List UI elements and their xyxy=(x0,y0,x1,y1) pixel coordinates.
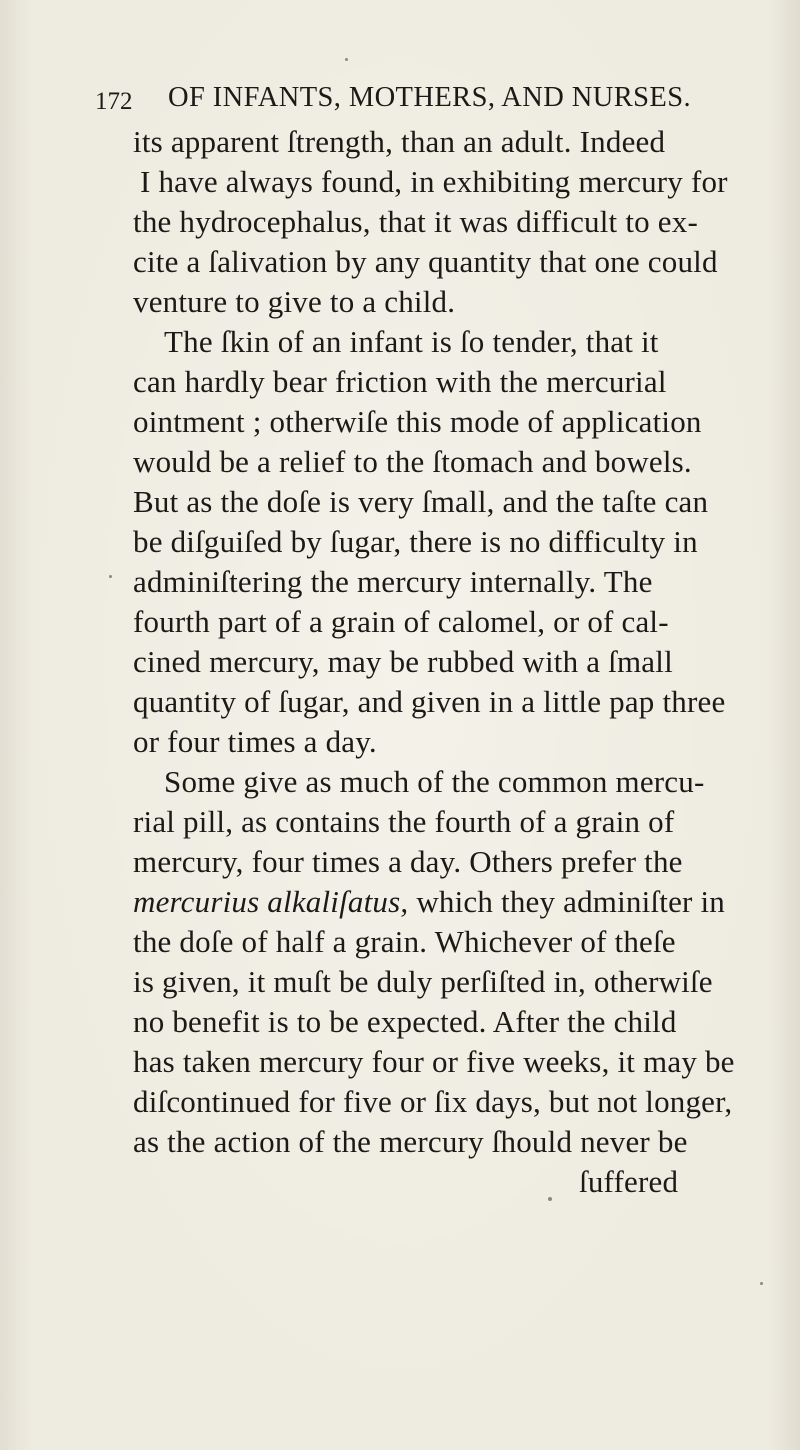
text-line: ointment ; otherwiſe this mode of application xyxy=(133,404,702,439)
paper-speck xyxy=(548,1197,552,1201)
text-line: quantity of ſugar, and given in a little pap three xyxy=(133,684,726,719)
paper-speck xyxy=(760,1282,763,1285)
text-line xyxy=(133,882,725,922)
text-line: is given, it muſt be duly perſiſted in, otherwiſe xyxy=(133,964,713,999)
text-line: the doſe of half a grain. Whichever of theſe xyxy=(133,924,676,959)
text-line: I have always found, in exhibiting mercury for xyxy=(140,164,728,199)
page-number: 172 xyxy=(95,88,133,115)
text-line: But as the doſe is very ſmall, and the taſte can xyxy=(133,484,709,519)
text-line: fourth part of a grain of calomel, or of cal- xyxy=(133,604,669,639)
text-line: has taken mercury four or five weeks, it may be xyxy=(133,1044,735,1079)
text-line: Some give as much of the common mercu- xyxy=(164,764,705,799)
text-line: no benefit is to be expected. After the child xyxy=(133,1004,677,1039)
text-line: cite a ſalivation by any quantity that one could xyxy=(133,244,718,279)
text-line: cined mercury, may be rubbed with a ſmall xyxy=(133,644,673,679)
running-head xyxy=(95,82,735,118)
catchword: ſuffered xyxy=(579,1164,679,1199)
text-line: its apparent ſtrength, than an adult. Indeed xyxy=(133,124,666,159)
text-line: the hydrocephalus, that it was difficult to ex- xyxy=(133,204,698,239)
text-line: can hardly bear friction with the mercurial xyxy=(133,364,667,399)
text-line: be diſguiſed by ſugar, there is no difficulty in xyxy=(133,524,698,559)
running-title: OF INFANTS, MOTHERS, AND NURSES. xyxy=(168,82,691,113)
text-line: adminiſtering the mercury internally. The xyxy=(133,564,653,599)
text-line: venture to give to a child. xyxy=(133,284,456,319)
text-line: diſcontinued for five or ſix days, but not longer, xyxy=(133,1084,733,1119)
text-line: would be a relief to the ſtomach and bowels. xyxy=(133,444,692,479)
text-line: rial pill, as contains the fourth of a grain of xyxy=(133,804,675,839)
text-line: as the action of the mercury ſhould never be xyxy=(133,1124,688,1159)
paper-speck xyxy=(109,575,112,578)
text-line-rest: which they adminiſter in xyxy=(416,884,726,919)
text-line: The ſkin of an infant is ſo tender, that it xyxy=(164,324,659,359)
text-line: mercury, four times a day. Others prefer the xyxy=(133,844,683,879)
paper-speck xyxy=(345,58,348,61)
italic-term: mercurius alkaliſatus, xyxy=(133,884,409,919)
text-line: or four times a day. xyxy=(133,724,377,759)
